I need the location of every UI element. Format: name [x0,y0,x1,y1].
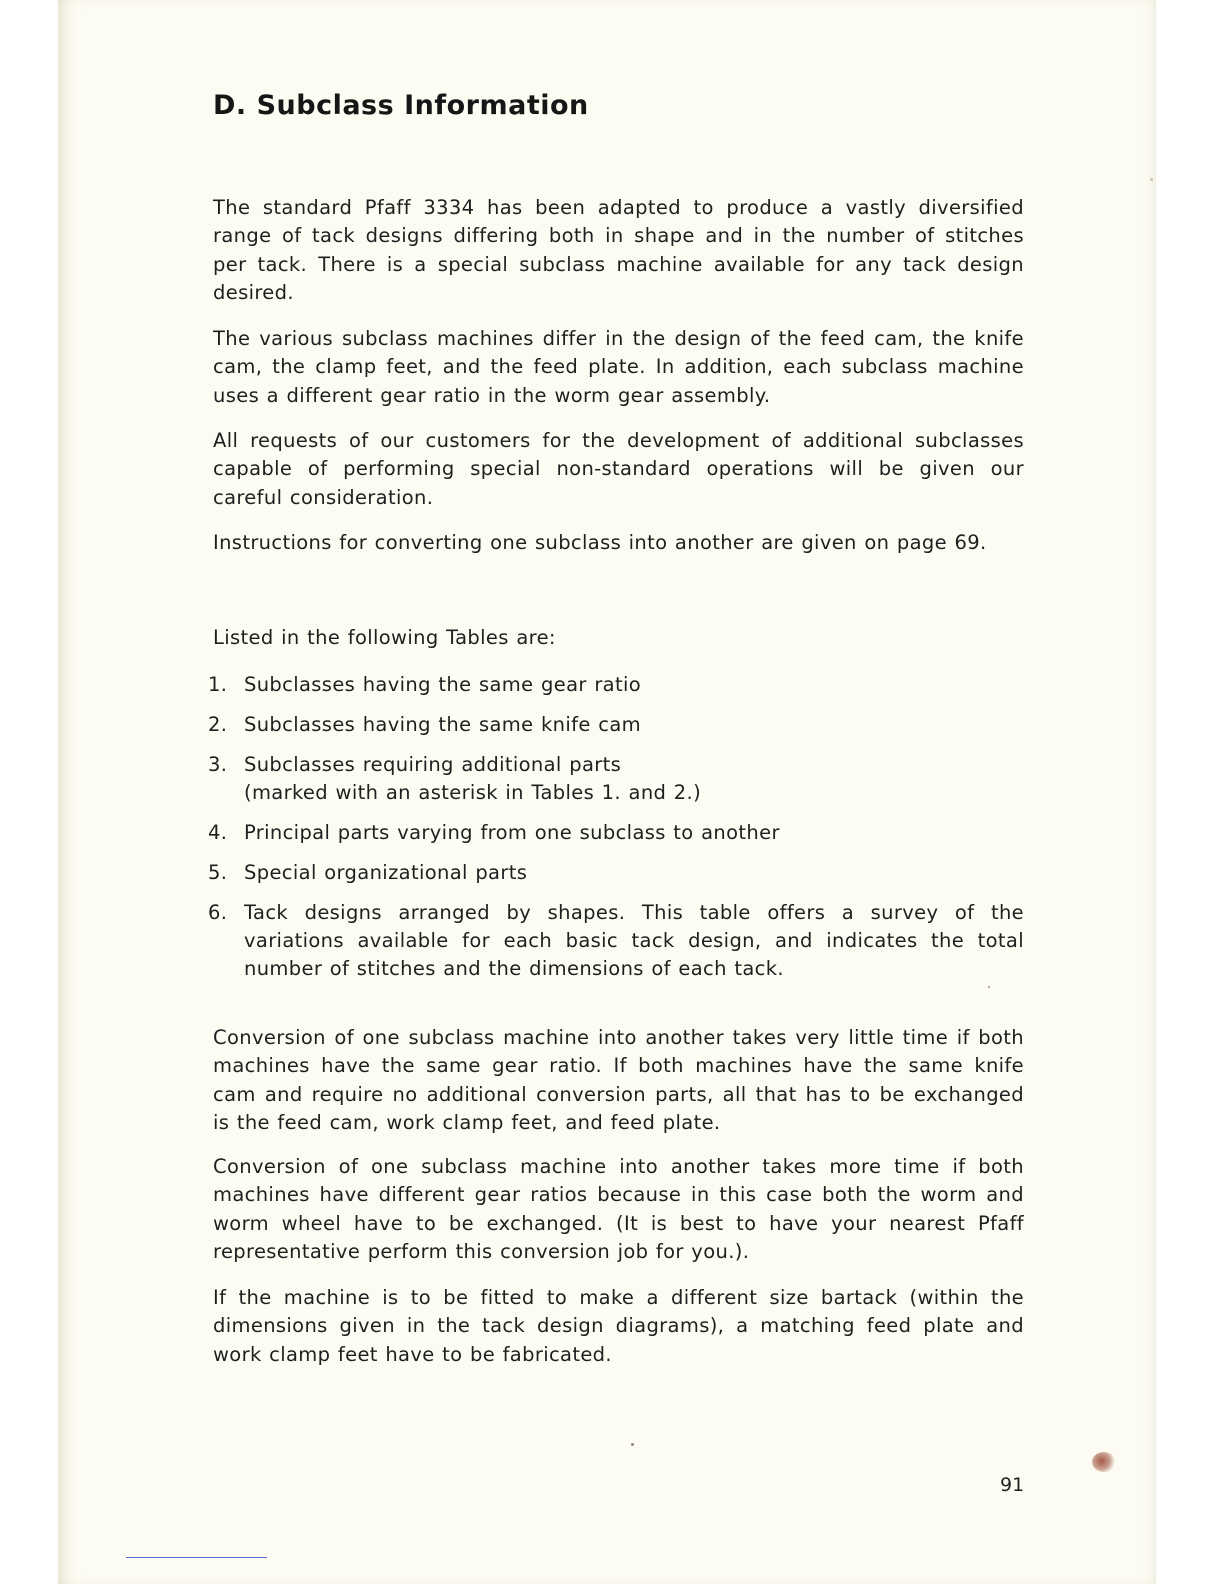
list-intro: Listed in the following Tables are: [213,626,556,649]
paragraph-quick-conversion: Conversion of one subclass machine into another takes very little time if both machines have the same gear ratio. If both machines have the same knife cam and require no additional conversion parts, all that has to be exchanged is the feed cam, work clamp feet, and feed plate. [213,1026,1024,1134]
list-item-number: 5. [208,860,228,884]
list-item-text: Special organizational parts [244,860,528,884]
tables-list [208,671,1024,995]
section-heading: D. Subclass Information [213,90,589,121]
list-item-text: Principal parts varying from one subclass to another [244,820,780,844]
paragraph-requests: All requests of our customers for the development of additional subclasses capable of performing special non-standard operations will be given our careful consideration. [213,429,1024,509]
list-item-text: Subclasses having the same gear ratio [244,673,642,696]
page-number: 91 [1000,1474,1025,1496]
list-item-text: Subclasses requiring additional parts [244,752,622,776]
list-item [208,751,1024,808]
paper-stain [1092,1452,1116,1472]
list-item-number: 1. [208,673,228,696]
paragraph-slow-conversion: Conversion of one subclass machine into another takes more time if both machines have different gear ratios because in this case both the worm and worm wheel have to be exchanged. (It is best to have your nearest Pfaff representative perform this conversion job for you.). [213,1155,1024,1263]
footer-rule [126,1557,267,1558]
paragraph-bartack: If the machine is to be fitted to make a different size bartack (within the dimensions given in the tack design diagrams), a matching feed plate and work clamp feet have to be fabricated. [213,1286,1024,1366]
list-item [208,859,1024,887]
paragraph-differences: The various subclass machines differ in the design of the feed cam, the knife cam, the clamp feet, and the feed plate. In addition, each subclass machine uses a different gear ratio in the worm gear assembly. [213,327,1024,407]
list-item [208,671,1024,699]
list-item-text: Subclasses having the same knife cam [244,712,641,736]
list-item-number: 2. [208,712,228,736]
list-item-number: 4. [208,820,228,844]
paper-speck [631,1443,634,1446]
paper-speck [1150,178,1153,181]
paragraph-intro: The standard Pfaff 3334 has been adapted to produce a vastly diversified range of tack designs differing both in shape and in the number of stitches per tack. There is a special subclass machine available for any tack design desired. [213,196,1024,304]
paper-speck [988,986,990,988]
list-item-text: Tack designs arranged by shapes. This table offers a survey of the variations available for each basic tack design, and indicates the total number of stitches and the dimensions of each tack. [244,900,1024,981]
list-item-number: 3. [208,752,228,776]
list-item [208,899,1024,984]
list-item-number: 6. [208,900,228,924]
list-item [208,819,1024,847]
list-item-note: (marked with an asterisk in Tables 1. and 2.) [244,781,702,805]
paragraph-instructions: Instructions for converting one subclass into another are given on page 69. [213,531,987,554]
list-item [208,711,1024,739]
